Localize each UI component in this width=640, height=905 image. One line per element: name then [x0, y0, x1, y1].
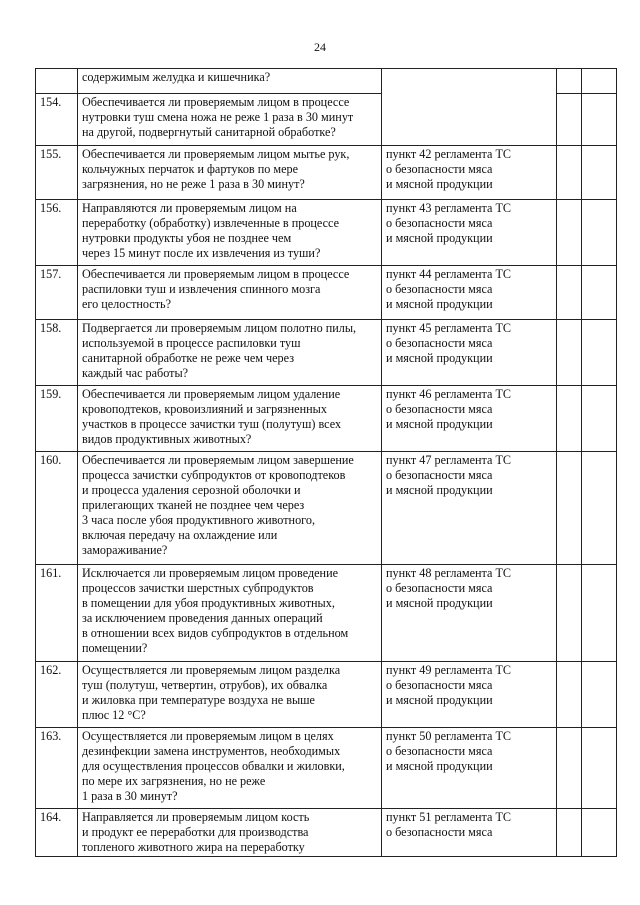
regulation-reference	[382, 69, 557, 146]
item-number: 157.	[36, 266, 78, 320]
requirement-question: Обеспечивается ли проверяемым лицом удаление кровоподтеков, кровоизлияний и загрязненных участков в процессе зачистки туш (полутуш) всех видов продуктивных животных?	[78, 386, 382, 452]
checklist-table	[35, 68, 617, 857]
item-number: 154.	[36, 94, 78, 146]
requirement-question: Подвергается ли проверяемым лицом полотно пилы, используемой в процессе распиловки туш санитарной обработке не реже чем через каждый час работы?	[78, 320, 382, 386]
note-cell	[582, 728, 617, 809]
table-row	[36, 809, 617, 857]
item-number: 161.	[36, 565, 78, 662]
note-cell	[582, 69, 617, 94]
item-number: 162.	[36, 662, 78, 728]
regulation-reference: пункт 47 регламента ТС о безопасности мяса и мясной продукции	[382, 452, 557, 565]
answer-cell	[557, 94, 582, 146]
note-cell	[582, 94, 617, 146]
note-cell	[582, 386, 617, 452]
item-number: 155.	[36, 146, 78, 200]
regulation-reference: пункт 43 регламента ТС о безопасности мяса и мясной продукции	[382, 200, 557, 266]
requirement-question: Обеспечивается ли проверяемым лицом в процессе нутровки туш смена ножа не реже 1 раза в 30 минут на другой, подвергнутый санитарной обработке?	[78, 94, 382, 146]
requirement-question: Обеспечивается ли проверяемым лицом завершение процесса зачистки субпродуктов от кровоподтеков и процесса удаления серозной оболочки и прилегающих тканей не позднее чем через 3 часа после убоя продуктивного животного, включая передачу на охлаждение или замораживание?	[78, 452, 382, 565]
table-row	[36, 386, 617, 452]
note-cell	[582, 809, 617, 857]
table-row	[36, 320, 617, 386]
table-row	[36, 662, 617, 728]
item-number: 158.	[36, 320, 78, 386]
item-number	[36, 69, 78, 94]
note-cell	[582, 200, 617, 266]
table-row	[36, 565, 617, 662]
answer-cell	[557, 200, 582, 266]
requirement-question: Направляются ли проверяемым лицом на переработку (обработку) извлеченные в процессе нутровки продукты убоя не позднее чем через 15 минут после их извлечения из туши?	[78, 200, 382, 266]
answer-cell	[557, 320, 582, 386]
regulation-reference: пункт 42 регламента ТС о безопасности мяса и мясной продукции	[382, 146, 557, 200]
requirement-question: Осуществляется ли проверяемым лицом разделка туш (полутуш, четвертин, отрубов), их обвалка и жиловка при температуре воздуха не выше плюс 12 °С?	[78, 662, 382, 728]
note-cell	[582, 452, 617, 565]
requirement-question: Обеспечивается ли проверяемым лицом мытье рук, кольчужных перчаток и фартуков по мере загрязнения, но не реже 1 раза в 30 минут?	[78, 146, 382, 200]
table-row	[36, 200, 617, 266]
note-cell	[582, 266, 617, 320]
item-number: 159.	[36, 386, 78, 452]
requirement-question: Осуществляется ли проверяемым лицом в целях дезинфекции замена инструментов, необходимых для осуществления процессов обвалки и жиловки, по мере их загрязнения, но не реже 1 раза в 30 минут?	[78, 728, 382, 809]
table-row	[36, 266, 617, 320]
regulation-reference: пункт 50 регламента ТС о безопасности мяса и мясной продукции	[382, 728, 557, 809]
item-number: 156.	[36, 200, 78, 266]
regulation-reference: пункт 46 регламента ТС о безопасности мяса и мясной продукции	[382, 386, 557, 452]
item-number: 163.	[36, 728, 78, 809]
note-cell	[582, 320, 617, 386]
requirement-question: содержимым желудка и кишечника?	[78, 69, 382, 94]
requirement-question: Исключается ли проверяемым лицом проведение процессов зачистки шерстных субпродуктов в помещении для убоя продуктивных животных, за исключением проведения данных операций в отношении всех видов субпродуктов в отдельном помещении?	[78, 565, 382, 662]
regulation-reference: пункт 44 регламента ТС о безопасности мяса и мясной продукции	[382, 266, 557, 320]
answer-cell	[557, 565, 582, 662]
requirement-question: Обеспечивается ли проверяемым лицом в процессе распиловки туш и извлечения спинного мозга его целостность?	[78, 266, 382, 320]
item-number: 164.	[36, 809, 78, 857]
note-cell	[582, 662, 617, 728]
answer-cell	[557, 69, 582, 94]
table-row	[36, 728, 617, 809]
answer-cell	[557, 809, 582, 857]
requirement-question: Направляется ли проверяемым лицом кость и продукт ее переработки для производства топленого животного жира на переработку	[78, 809, 382, 857]
note-cell	[582, 146, 617, 200]
answer-cell	[557, 662, 582, 728]
answer-cell	[557, 386, 582, 452]
regulation-reference: пункт 48 регламента ТС о безопасности мяса и мясной продукции	[382, 565, 557, 662]
regulation-reference: пункт 49 регламента ТС о безопасности мяса и мясной продукции	[382, 662, 557, 728]
answer-cell	[557, 266, 582, 320]
regulation-reference: пункт 51 регламента ТС о безопасности мяса	[382, 809, 557, 857]
table-row	[36, 69, 617, 94]
answer-cell	[557, 146, 582, 200]
note-cell	[582, 565, 617, 662]
answer-cell	[557, 728, 582, 809]
answer-cell	[557, 452, 582, 565]
table-row	[36, 146, 617, 200]
regulation-reference: пункт 45 регламента ТС о безопасности мяса и мясной продукции	[382, 320, 557, 386]
page-number: 24	[314, 40, 326, 54]
item-number: 160.	[36, 452, 78, 565]
table-row	[36, 452, 617, 565]
